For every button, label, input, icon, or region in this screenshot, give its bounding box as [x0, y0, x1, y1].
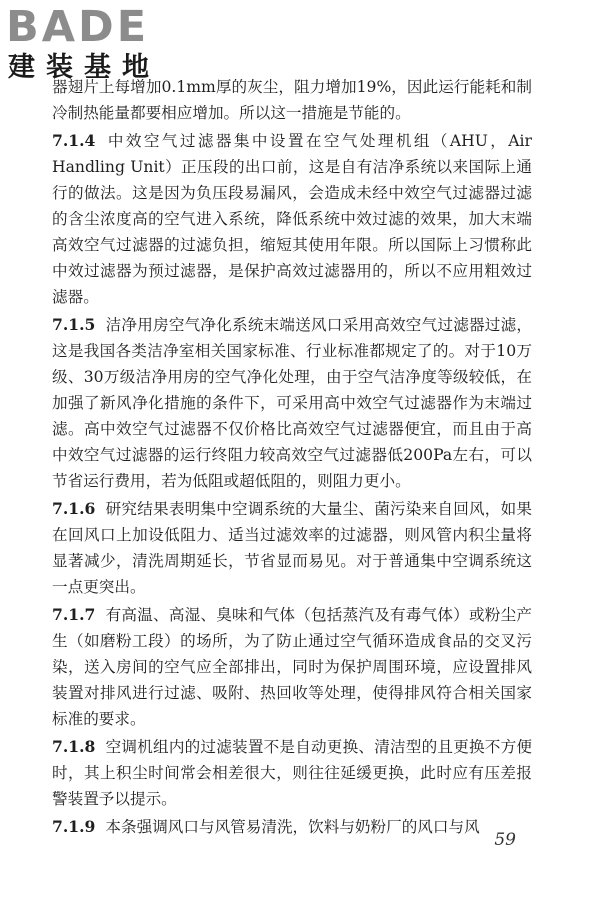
section-number: 7.1.6: [52, 499, 96, 518]
section-text: 有高温、高湿、臭味和气体（包括蒸汽及有毒气体）或粉尘产生（如磨粉工段）的场所，为了防止通过空气循环造成食品的交叉污染，送入房间的空气应全部排出，同时为保护周围环境，应设置排风装置对排风进行过滤、吸附、热回收等处理，使得排风符合相关国家标准的要求。: [52, 606, 532, 728]
section-number: 7.1.8: [52, 737, 96, 756]
section-number: 7.1.5: [52, 315, 96, 334]
section-7-1-4: [52, 128, 532, 310]
section-7-1-8: [52, 734, 532, 812]
section-7-1-9: [52, 814, 532, 840]
section-7-1-7: [52, 602, 532, 732]
section-7-1-5: [52, 312, 532, 494]
logo-subtitle: 建装基地: [8, 52, 160, 83]
section-text: 洁净用房空气净化系统末端送风口采用高效空气过滤器过滤，这是我国各类洁净室相关国家标准、行业标准都规定了的。对于10万级、30万级洁净用房的空气净化处理，由于空气洁净度等级较低，在加强了新风净化措施的条件下，可采用高中效空气过滤器作为末端过滤。高中效空气过滤器不仅价格比高效空气过滤器便宜，而且由于高中效空气过滤器的运行终阻力较高效空气过滤器低200Pa左右，可以节省运行费用，若为低阻或超低阻的，则阻力更小。: [52, 316, 532, 490]
section-text: 本条强调风口与风管易清洗，饮料与奶粉厂的风口与风: [105, 818, 480, 836]
section-number: 7.1.9: [52, 817, 96, 836]
section-text: 中效空气过滤器集中设置在空气处理机组（AHU，Air Handling Unit）正压段的出口前，这是自有洁净系统以来国际上通行的做法。这是因为负压段易漏风，会造成未经中效空气过滤器过滤的含尘浓度高的空气进入系统，降低系统中效过滤的效果，加大末端高效空气过滤器的过滤负担，缩短其使用年限。所以国际上习惯称此中效过滤器为预过滤器，是保护高效过滤器用的，所以不应用粗效过滤器。: [52, 132, 532, 306]
continuation-paragraph: 器翅片上每增加0.1mm厚的灰尘，阻力增加19%，因此运行能耗和制冷制热能量都要相应增加。所以这一措施是节能的。: [52, 78, 532, 122]
document-body: [52, 74, 532, 840]
section-7-1-6: [52, 496, 532, 600]
section-text: 空调机组内的过滤装置不是自动更换、清洁型的且更换不方便时，其上积尘时间常会相差很大，则往往延缓更换，此时应有压差报警装置予以提示。: [52, 738, 532, 808]
logo-wordmark: BADE: [6, 2, 150, 52]
page-number: 59: [494, 830, 516, 850]
section-text: 研究结果表明集中空调系统的大量尘、菌污染来自回风，如果在回风口上加设低阻力、适当过滤效率的过滤器，则风管内积尘量将显著减少，清洗周期延长，节省显而易见。对于普通集中空调系统这一点更突出。: [52, 500, 532, 596]
section-number: 7.1.4: [52, 131, 96, 150]
section-number: 7.1.7: [52, 605, 96, 624]
